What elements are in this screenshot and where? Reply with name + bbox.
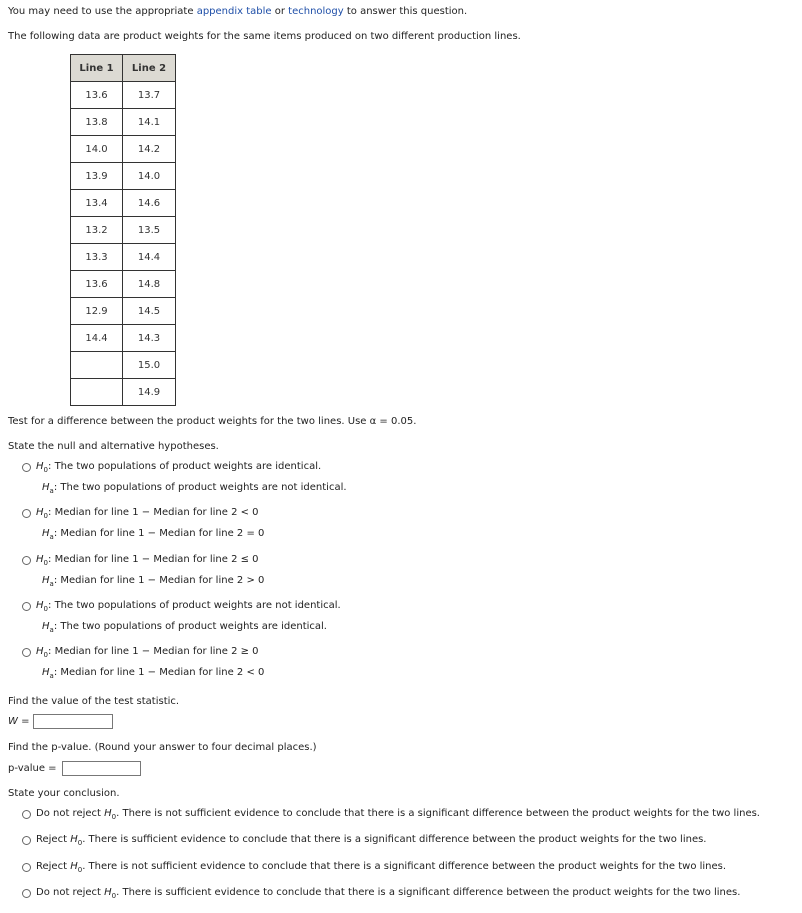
- table-row: [71, 82, 176, 109]
- appendix-table-link[interactable]: appendix table: [196, 6, 272, 17]
- table-row: [71, 163, 176, 190]
- table-row: [71, 244, 176, 271]
- h0-text: Median for line 1 − Median for line 2 ≤ 0: [54, 554, 259, 565]
- conclusion-text: . There is sufficient evidence to conclude that there is a significant difference between the product weights for the two lines.: [116, 887, 741, 898]
- conclusion-radio-3[interactable]: [22, 863, 31, 872]
- table-cell: 15.0: [123, 352, 176, 379]
- ha-subscript: a: [49, 580, 54, 588]
- h0-subscript: 0: [77, 866, 83, 874]
- table-cell: 13.7: [123, 82, 176, 109]
- ha-text: Median for line 1 − Median for line 2 > 0: [60, 575, 265, 586]
- table-row: [71, 217, 176, 244]
- intro-text: [8, 6, 467, 17]
- hypothesis-radio-4[interactable]: [22, 602, 31, 611]
- table-row: [71, 271, 176, 298]
- ha-text: Median for line 1 − Median for line 2 = 0: [60, 528, 265, 539]
- table-cell: 13.3: [71, 244, 123, 271]
- table-row: [71, 352, 176, 379]
- ha-subscript: a: [49, 533, 54, 541]
- h0-subscript: 0: [77, 839, 83, 847]
- conclusion-radio-1[interactable]: [22, 810, 31, 819]
- hypothesis-1-h0: $H_0$: The two populations of product weights are identical.: [36, 461, 322, 474]
- description-text: The following data are product weights for the same items produced on two different production lines.: [8, 31, 521, 42]
- h0-subscript: 0: [43, 559, 48, 567]
- table-row: [71, 298, 176, 325]
- table-cell: 13.6: [71, 82, 123, 109]
- table-cell: [71, 352, 123, 379]
- conclusion-radio-4[interactable]: [22, 889, 31, 898]
- h0-symbol: H: [70, 861, 78, 872]
- table-cell: 14.4: [123, 244, 176, 271]
- hypothesis-1-ha: $H_a$: The two populations of product weights are not identical.: [42, 482, 347, 495]
- table-cell: 14.0: [71, 136, 123, 163]
- ha-text: The two populations of product weights are not identical.: [60, 482, 347, 493]
- table-cell: 14.2: [123, 136, 176, 163]
- h0-subscript: 0: [43, 605, 48, 613]
- table-cell: 12.9: [71, 298, 123, 325]
- header-line-2: Line 2: [123, 55, 176, 82]
- pvalue-label: p-value =: [8, 763, 57, 774]
- conclusion-action: Do not reject: [36, 808, 105, 819]
- conclusion-text: . There is not sufficient evidence to conclude that there is a significant difference between the product weights for the two lines.: [82, 861, 727, 872]
- h0-symbol: H: [36, 600, 44, 611]
- hypothesis-5-h0: $H_0$: Median for line 1 − Median for line 2 ≥ 0: [36, 646, 259, 659]
- pvalue-input[interactable]: [62, 761, 141, 776]
- table-cell: 14.0: [123, 163, 176, 190]
- hypothesis-3-ha: $H_a$: Median for line 1 − Median for line 2 > 0: [42, 575, 265, 588]
- h0-subscript: 0: [111, 892, 117, 900]
- table-cell: 14.3: [123, 325, 176, 352]
- hypothesis-radio-5[interactable]: [22, 648, 31, 657]
- hypothesis-4-h0: $H_0$: The two populations of product weights are not identical.: [36, 600, 341, 613]
- w-input[interactable]: [33, 714, 113, 729]
- h0-subscript: 0: [43, 651, 48, 659]
- ha-subscript: a: [49, 487, 54, 495]
- table-cell: 14.6: [123, 190, 176, 217]
- h0-symbol: H: [36, 554, 44, 565]
- h0-symbol: H: [104, 887, 112, 898]
- hypothesis-radio-3[interactable]: [22, 556, 31, 565]
- ha-text: Median for line 1 − Median for line 2 < 0: [60, 667, 265, 678]
- intro-suffix: to answer this question.: [343, 6, 468, 17]
- table-cell: 14.9: [123, 379, 176, 406]
- conclusion-prompt: State your conclusion.: [8, 788, 120, 799]
- h0-text: Median for line 1 − Median for line 2 < 0: [54, 507, 259, 518]
- table-cell: 13.8: [71, 109, 123, 136]
- table-cell: 13.2: [71, 217, 123, 244]
- ha-symbol: H: [42, 667, 50, 678]
- h0-subscript: 0: [111, 813, 117, 821]
- hypothesis-4-ha: $H_a$: The two populations of product weights are identical.: [42, 621, 327, 634]
- conclusion-2: [36, 834, 707, 845]
- conclusion-text: . There is not sufficient evidence to conclude that there is a significant difference between the product weights for the two lines.: [116, 808, 760, 819]
- table-cell: 14.8: [123, 271, 176, 298]
- conclusion-text: . There is sufficient evidence to conclude that there is a significant difference between the product weights for the two lines.: [82, 834, 707, 845]
- weights-table: [70, 54, 176, 406]
- h0-symbol: H: [104, 808, 112, 819]
- conclusion-1: [36, 808, 760, 819]
- h0-symbol: H: [36, 461, 44, 472]
- hypothesis-3-h0: $H_0$: Median for line 1 − Median for line 2 ≤ 0: [36, 554, 259, 567]
- table-cell: 13.6: [71, 271, 123, 298]
- pvalue-prompt: Find the p-value. (Round your answer to four decimal places.): [8, 742, 317, 753]
- table-cell: [71, 379, 123, 406]
- w-label-text: W =: [8, 716, 30, 727]
- ha-subscript: a: [49, 672, 54, 680]
- conclusion-radio-2[interactable]: [22, 836, 31, 845]
- intro-prefix: You may need to use the appropriate: [8, 6, 197, 17]
- table-row: [71, 379, 176, 406]
- hypothesis-2-ha: $H_a$: Median for line 1 − Median for line 2 = 0: [42, 528, 265, 541]
- ha-text: The two populations of product weights are identical.: [60, 621, 327, 632]
- ha-subscript: a: [49, 626, 54, 634]
- intro-middle: or: [271, 6, 289, 17]
- table-row: [71, 190, 176, 217]
- w-label: [8, 716, 29, 727]
- h0-text: The two populations of product weights are identical.: [54, 461, 322, 472]
- h0-subscript: 0: [43, 466, 48, 474]
- h0-symbol: H: [36, 507, 44, 518]
- table-cell: 14.5: [123, 298, 176, 325]
- test-prompt: Test for a difference between the product weights for the two lines. Use α = 0.05.: [8, 416, 417, 427]
- hypothesis-radio-2[interactable]: [22, 509, 31, 518]
- h0-symbol: H: [36, 646, 44, 657]
- table-cell: 13.4: [71, 190, 123, 217]
- table-row: [71, 136, 176, 163]
- hypothesis-2-h0: $H_0$: Median for line 1 − Median for line 2 < 0: [36, 507, 259, 520]
- conclusion-3: [36, 861, 726, 872]
- ha-symbol: H: [42, 482, 50, 493]
- statistic-prompt: Find the value of the test statistic.: [8, 696, 180, 707]
- ha-symbol: H: [42, 621, 50, 632]
- conclusion-action: Reject: [36, 834, 71, 845]
- h0-text: The two populations of product weights are not identical.: [54, 600, 341, 611]
- hypotheses-prompt: State the null and alternative hypotheses.: [8, 441, 219, 452]
- header-line-1: Line 1: [71, 55, 123, 82]
- technology-link[interactable]: technology: [288, 6, 344, 17]
- table-cell: 13.9: [71, 163, 123, 190]
- table-row: [71, 109, 176, 136]
- h0-text: Median for line 1 − Median for line 2 ≥ 0: [54, 646, 259, 657]
- ha-symbol: H: [42, 528, 50, 539]
- conclusion-4: [36, 887, 740, 898]
- hypothesis-radio-1[interactable]: [22, 463, 31, 472]
- ha-symbol: H: [42, 575, 50, 586]
- conclusion-action: Do not reject: [36, 887, 105, 898]
- table-header-row: [71, 55, 176, 82]
- table-cell: 14.4: [71, 325, 123, 352]
- h0-subscript: 0: [43, 512, 48, 520]
- hypothesis-5-ha: $H_a$: Median for line 1 − Median for line 2 < 0: [42, 667, 265, 680]
- conclusion-action: Reject: [36, 861, 71, 872]
- table-row: [71, 325, 176, 352]
- table-cell: 14.1: [123, 109, 176, 136]
- h0-symbol: H: [70, 834, 78, 845]
- table-cell: 13.5: [123, 217, 176, 244]
